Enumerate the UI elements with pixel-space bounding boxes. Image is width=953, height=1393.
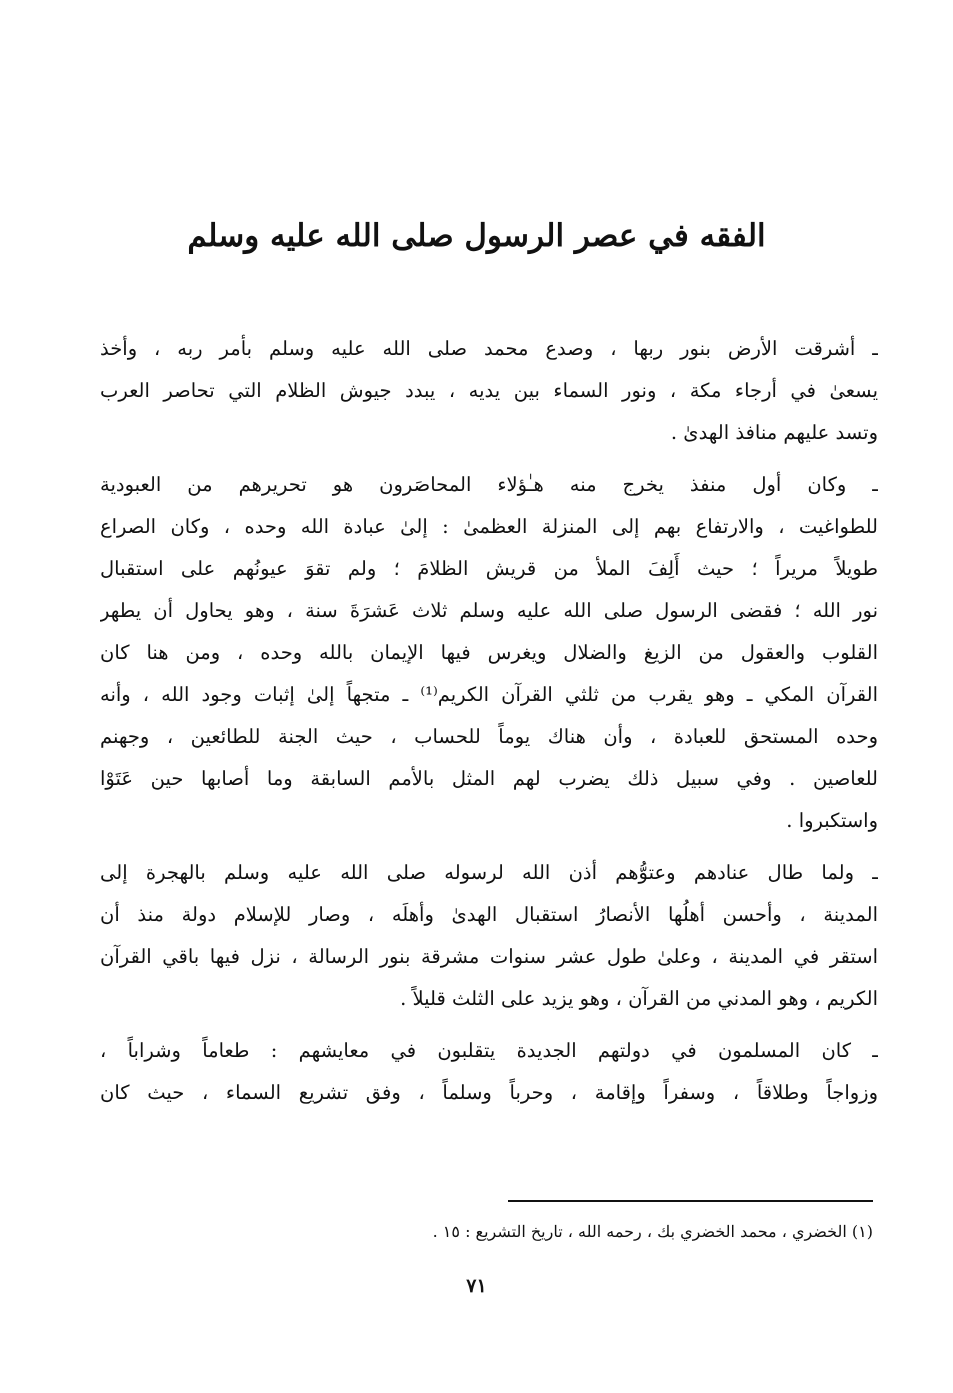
chapter-title: الفقه في عصر الرسول صلى الله عليه وسلم	[187, 218, 766, 254]
page-number: ٧١	[466, 1275, 487, 1297]
text-line: الكريم ، وهو المدني من القرآن ، وهو يزيد على الثلث قليلاً .	[400, 987, 878, 1010]
text-line: يسعىٰ في أرجاء مكة ، ونور السماء بين يديه ، يبدد جيوش الظلام التي تحاصر العرب	[100, 379, 878, 402]
text-line: وحده المستحق للعبادة ، وأن هناك يوماً للحساب ، حيث الجنة للطائعين ، وجهنم	[100, 725, 878, 748]
text-line: للعاصين . وفي سبيل ذلك يضرب لهم المثل بالأمم السابقة وما أصابها حين عَتَوْا	[100, 767, 878, 790]
text-line: للطواغيت ، والارتفاع بهم إلى المنزلة العظمىٰ : إلىٰ عبادة الله وحده ، وكان الصراع	[100, 515, 878, 538]
text-line: نور الله ؛ فقضى الرسول صلى الله عليه وسلم ثلاث عَشرَةَ سنة ، وهو يحاول أن يطهر	[100, 599, 878, 622]
paragraph	[100, 464, 878, 842]
text-line: المدينة ، وأحسن أهلُها الأنصارُ استقبال الهدىٰ وأهلَه ، وصار للإسلام دولة منذ أن	[100, 903, 878, 926]
footnote-divider	[508, 1200, 873, 1202]
footnote: (١) الخضري ، محمد الخضري بك ، رحمه الله ، تاريخ التشريع : ١٥ .	[432, 1222, 873, 1241]
text-line: ـ أشرقت الأرض بنور ربها ، وصدع محمد صلى الله عليه وسلم بأمر ربه ، وأخذ	[100, 337, 878, 360]
body-text	[100, 328, 878, 1114]
text-line: ـ كان المسلمون في دولتهم الجديدة يتقلبون في معايشهم : طعاماً وشراباً ،	[100, 1039, 878, 1062]
text-line: واستكبروا .	[786, 809, 878, 832]
text-line: وزواجاً وطلاقاً ، وسفراً وإقامة ، وحرباً وسلماً ، وفق تشريع السماء ، حيث كان	[100, 1081, 878, 1104]
paragraph	[100, 328, 878, 454]
text-line: وتسد عليهم منافذ الهدىٰ .	[670, 421, 878, 444]
paragraph	[100, 1030, 878, 1114]
text-line: طويلاً مريراً ؛ حيث أَلِفَ الملأ من قريش الظلامَ ؛ ولم تقوَ عيونُهم على استقبال	[100, 557, 878, 580]
text-line: القلوب والعقول من الزيغ والضلال ويغرس فيها الإيمان بالله وحده ، ومن هنا كان	[100, 641, 878, 664]
text-line: استقر في المدينة ، وعلىٰ طول عشر سنوات مشرقة بنور الرسالة ، نزل فيها باقي القرآن	[100, 945, 878, 968]
paragraph	[100, 852, 878, 1020]
text-line: ـ وكان أول منفذ يخرج منه هـٰؤلاء المحاصَرون هو تحريرهم من العبودية	[100, 473, 878, 496]
text-line: القرآن المكي ـ وهو يقرب من ثلثي القرآن الكريم⁽¹⁾ ـ متجهاً إلىٰ إثبات وجود الله ، وأنه	[100, 683, 878, 706]
text-line: ـ ولما طال عنادهم وعتوُّهم أذن الله لرسوله صلى الله عليه وسلم بالهجرة إلى	[100, 861, 878, 884]
